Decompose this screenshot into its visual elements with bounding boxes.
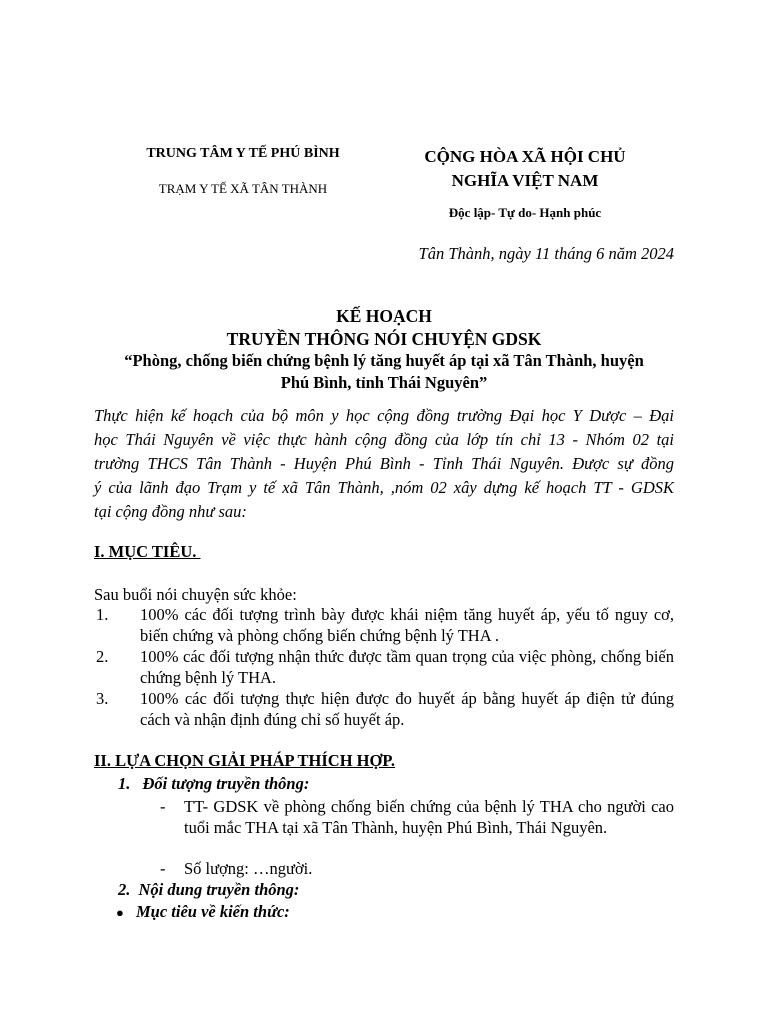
document-subtitle: TRUYỀN THÔNG NÓI CHUYỆN GDSK [226,329,542,349]
list-text: 100% các đối tượng thực hiện được đo huyết áp bằng huyết áp điện tử đúng cách và nhận định đúng chỉ số huyết áp. [140,689,674,729]
list-number: 3. [96,689,109,708]
subheading-label: Nội dung truyền thông: [138,880,300,899]
org-name: TRUNG TÂM Y TẾ PHÚ BÌNH [146,146,340,161]
subheading-content [118,879,299,900]
topic-line2: Phú Bình, tỉnh Thái Nguyên” [280,373,488,392]
list-item [96,646,674,688]
dash-text: TT- GDSK về phòng chống biến chứng của bệnh lý THA cho người cao tuổi mắc THA tại xã Tân Thành, huyện Phú Bình, Thái Nguyên. [184,797,674,837]
objectives-lead: Sau buổi nói chuyện sức khỏe: [94,585,297,604]
sub-org-name: TRẠM Y TẾ XÃ TÂN THÀNH [158,181,328,196]
dash-item [160,796,674,838]
subheading-number: 2. [118,880,131,899]
dash-mark: - [160,797,166,816]
intro-line: tại cộng đồng như sau: [94,502,247,521]
section-heading-objectives: I. MỤC TIÊU. [94,542,201,561]
topic-line1: “Phòng, chống biến chứng bệnh lý tăng huyết áp tại xã Tân Thành, huyện [124,351,644,370]
list-item [96,688,674,730]
bullet-label: Mục tiêu về kiến thức: [135,902,290,921]
intro-paragraph [94,404,674,524]
national-motto: Độc lập- Tự do- Hạnh phúc [448,205,602,220]
dash-item [160,858,674,879]
intro-line: học Thái Nguyên về việc thực hành cộng đồng của lớp tín chỉ 13 - Nhóm 02 tại [94,430,674,449]
bullet-mark: ● [116,905,124,920]
intro-line: ý của lãnh đạo Trạm y tế xã Tân Thành, ,nóm 02 xây dựng kế hoạch TT - GDSK [94,478,674,497]
intro-line: trường THCS Tân Thành - Huyện Phú Bình - Tỉnh Thái Nguyên. Được sự đồng [94,454,674,473]
subheading-audience [118,773,309,794]
list-text: 100% các đối tượng trình bày được khái niệm tăng huyết áp, yếu tố nguy cơ, biến chứng và phòng chống biến chứng bệnh lý THA . [140,605,674,645]
national-title-line1: CỘNG HÒA XÃ HỘI CHỦ [424,147,626,166]
subheading-label: Đối tượng truyền thông: [142,774,310,793]
date-line: Tân Thành, ngày 11 tháng 6 năm 2024 [418,244,674,263]
list-text: 100% các đối tượng nhận thức được tầm quan trọng của việc phòng, chống biến chứng bệnh lý THA. [140,647,674,687]
intro-line: Thực hiện kế hoạch của bộ môn y học cộng đồng trường Đại học Y Dược – Đại [94,406,674,425]
subheading-number: 1. [118,774,131,793]
document-title: KẾ HOẠCH [336,306,432,326]
dash-text: Số lượng: …người. [184,859,313,878]
national-title-line2: NGHĨA VIỆT NAM [451,171,599,190]
section-heading-solutions: II. LỰA CHỌN GIẢI PHÁP THÍCH HỢP. [94,751,396,770]
list-item [96,604,674,646]
bullet-knowledge [116,901,290,923]
national-title [390,145,660,193]
list-number: 1. [96,605,109,624]
dash-mark: - [160,859,166,878]
document-topic [84,350,684,394]
list-number: 2. [96,647,109,666]
